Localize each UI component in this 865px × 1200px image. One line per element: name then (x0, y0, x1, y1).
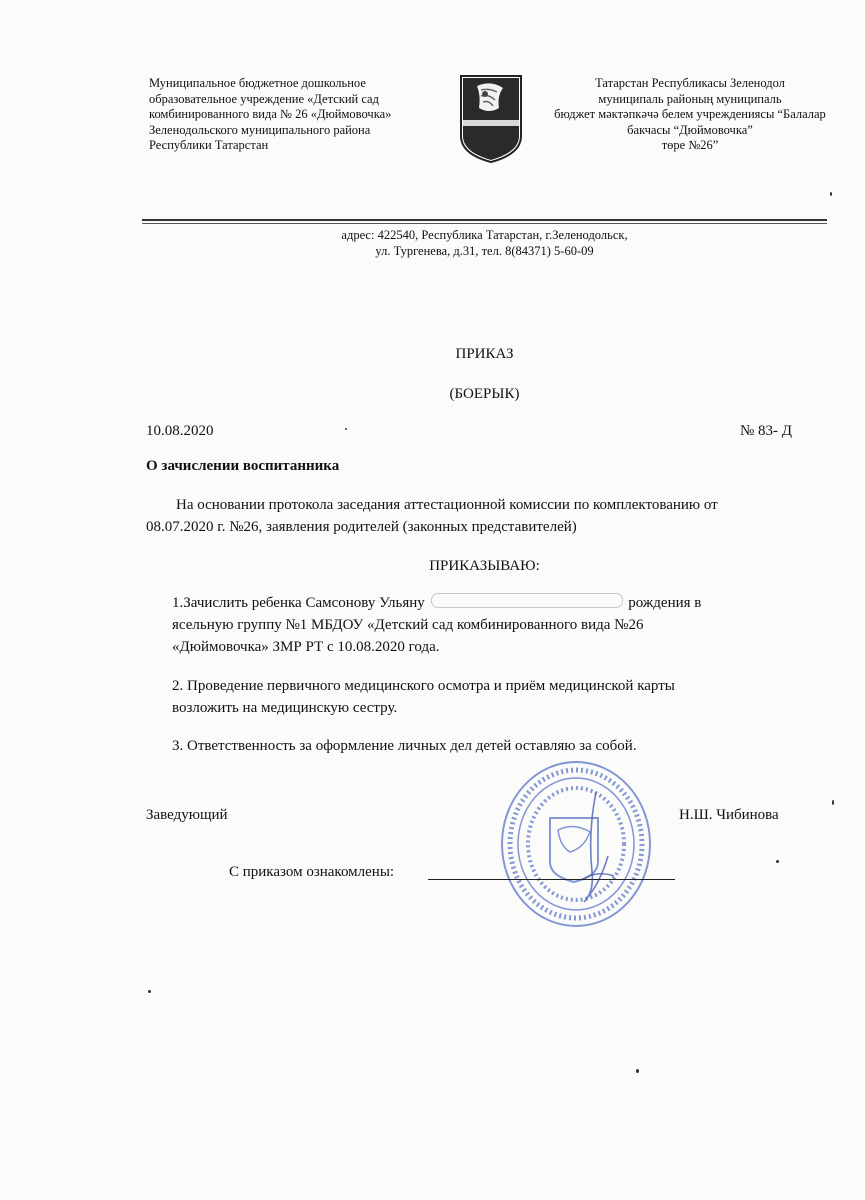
coat-of-arms-icon (459, 74, 523, 164)
order-word: ПРИКАЗЫВАЮ: (429, 558, 540, 574)
item1-suffix: рождения в (628, 595, 702, 611)
item2-line: 2. Проведение первичного медицинского осмотра и приём медицинской карты (172, 678, 675, 694)
scan-speck (832, 800, 834, 805)
org-name-tatar (520, 76, 860, 154)
scan-speck (345, 428, 347, 430)
scan-speck (636, 1069, 639, 1073)
document-number: № 83- Д (739, 423, 792, 439)
org-name-line: комбинированного вида № 26 «Дюймовочка» (149, 107, 392, 121)
item1-prefix: 1.Зачислить ребенка Самсонову Ульяну (172, 595, 425, 611)
org-name-russian (149, 76, 449, 154)
redacted-birthdate (431, 593, 623, 608)
signer-name: Н.Ш. Чибинова (679, 807, 779, 823)
org-name-line: Татарстан Республикасы Зеленодол (595, 76, 785, 90)
intro-line: На основании протокола заседания аттестационной комиссии по комплектованию от (176, 497, 718, 513)
item1-line: ясельную группу №1 МБДОУ «Детский сад комбинированного вида №26 (172, 617, 644, 633)
org-name-line: Муниципальное бюджетное дошкольное (149, 76, 366, 90)
order-item-2 (172, 675, 792, 719)
org-name-line: бюджет мәктәпкәчә белем учреждениясы “Балалар (554, 107, 826, 121)
order-item-3 (172, 735, 792, 757)
intro-line: 08.07.2020 г. №26, заявления родителей (законных представителей) (146, 519, 577, 535)
org-name-line: муниципаль районың муниципаль (598, 91, 782, 106)
org-name-line: Зеленодольского муниципального района (149, 122, 371, 137)
org-name-line: төре №26” (661, 138, 719, 152)
scan-speck (776, 860, 779, 863)
acknowledgement-label: С приказом ознакомлены: (229, 864, 395, 880)
header-divider-thin (142, 223, 827, 224)
address-block (142, 227, 827, 259)
item1-line: «Дюймовочка» ЗМР РТ с 10.08.2020 года. (172, 639, 440, 655)
scan-speck (830, 192, 832, 196)
scan-speck (148, 990, 151, 993)
acknowledgement-signature-line (428, 879, 675, 880)
document-title: ПРИКАЗ (455, 346, 514, 362)
address-line: ул. Тургенева, д.31, тел. 8(84371) 5-60-09 (375, 244, 594, 258)
order-item-1 (172, 592, 792, 658)
org-name-line: образовательное учреждение «Детский сад (149, 91, 379, 106)
signer-role: Заведующий (146, 807, 228, 823)
org-name-line: Республики Татарстан (149, 138, 269, 152)
official-stamp-icon (496, 752, 656, 932)
header-divider (142, 219, 827, 221)
document-subtitle: (БОЕРЫК) (449, 386, 520, 402)
item3-line: 3. Ответственность за оформление личных дел детей оставляю за собой. (172, 738, 637, 754)
item2-line: возложить на медицинскую сестру. (172, 700, 398, 716)
org-name-line: бакчасы “Дюймовочка” (627, 122, 753, 137)
document-date: 10.08.2020 (146, 423, 214, 439)
document-heading: О зачислении воспитанника (146, 458, 340, 474)
address-line: адрес: 422540, Республика Татарстан, г.Зеленодольск, (341, 228, 628, 242)
intro-paragraph (146, 494, 826, 538)
